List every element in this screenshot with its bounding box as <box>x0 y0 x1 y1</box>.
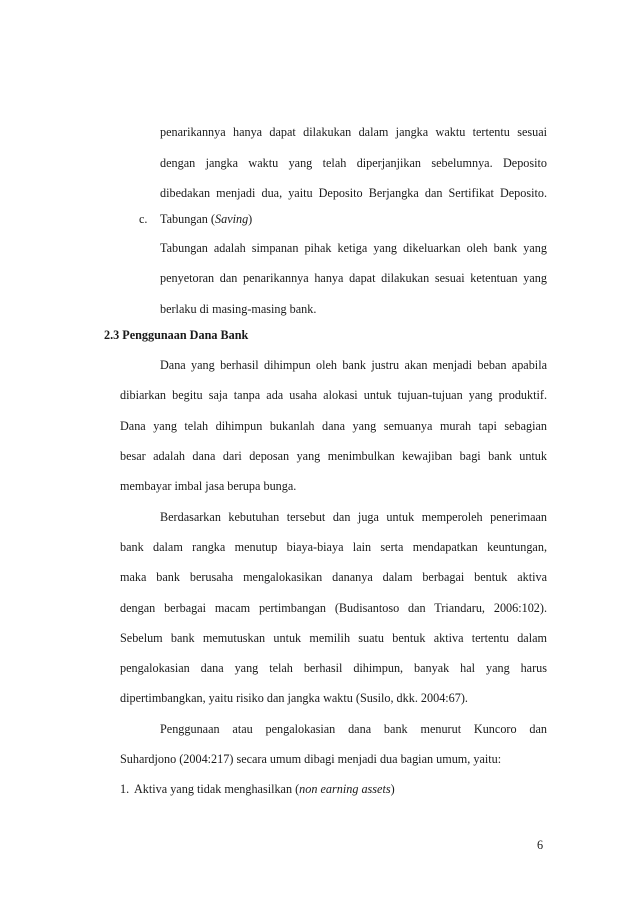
text-line: Suhardjono (2004:217) secara umum dibagi menjadi dua bagian umum, yaitu: <box>120 752 502 766</box>
section-heading: 2.3 Penggunaan Dana Bank <box>104 328 249 342</box>
text-line: besar adalah dana dari deposan yang menimbulkan kewajiban bagi bank untuk <box>120 449 547 463</box>
text-line: bank dalam rangka menutup biaya-biaya lain serta mendapatkan keuntungan, <box>120 540 547 554</box>
list-item-1 <box>120 781 395 797</box>
list-item-title-italic: Saving <box>215 212 249 226</box>
text-line: membayar imbal jasa berupa bunga. <box>120 479 297 493</box>
list-item-title: Tabungan ( <box>160 212 215 226</box>
text-line: dengan berbagai macam pertimbangan (Budisantoso dan Triandaru, 2006:102). <box>120 601 547 615</box>
list-item-title-suffix: ) <box>248 212 253 226</box>
text-line: Dana yang berhasil dihimpun oleh bank justru akan menjadi beban apabila <box>160 358 547 372</box>
text-line: dibedakan menjadi dua, yaitu Deposito Berjangka dan Sertifikat Deposito. <box>160 186 547 200</box>
text-line: berlaku di masing-masing bank. <box>160 302 317 316</box>
text-line: dibiarkan begitu saja tanpa ada usaha alokasi untuk tujuan-tujuan yang produktif. <box>120 388 547 402</box>
text-line: Dana yang telah dihimpun bukanlah dana yang semuanya murah tapi sebagian <box>120 419 547 433</box>
text-line: penarikannya hanya dapat dilakukan dalam jangka waktu tertentu sesuai <box>160 125 547 139</box>
text-line: pengalokasian dana yang telah berhasil dihimpun, banyak hal yang harus <box>120 661 547 675</box>
text-line: dipertimbangkan, yaitu risiko dan jangka waktu (Susilo, dkk. 2004:67). <box>120 691 468 705</box>
list-item-text-italic: non earning assets <box>299 782 391 796</box>
page-number: 6 <box>537 838 544 852</box>
list-marker: 1. <box>120 782 130 796</box>
list-item-c <box>139 211 252 227</box>
text-line: Berdasarkan kebutuhan tersebut dan juga untuk memperoleh penerimaan <box>160 510 547 524</box>
text-line: penyetoran dan penarikannya hanya dapat dilakukan sesuai ketentuan yang <box>160 271 547 285</box>
text-line: maka bank berusaha mengalokasikan dananya dalam berbagai bentuk aktiva <box>120 570 547 584</box>
text-line: Penggunaan atau pengalokasian dana bank menurut Kuncoro dan <box>160 722 547 736</box>
list-item-text: Aktiva yang tidak menghasilkan ( <box>134 782 300 796</box>
text-line: Sebelum bank memutuskan untuk memilih suatu bentuk aktiva tertentu dalam <box>120 631 547 645</box>
text-line: Tabungan adalah simpanan pihak ketiga yang dikeluarkan oleh bank yang <box>160 241 547 255</box>
list-marker: c. <box>139 212 148 226</box>
list-item-text-suffix: ) <box>390 782 395 796</box>
text-line: dengan jangka waktu yang telah diperjanjikan sebelumnya. Deposito <box>160 156 547 170</box>
